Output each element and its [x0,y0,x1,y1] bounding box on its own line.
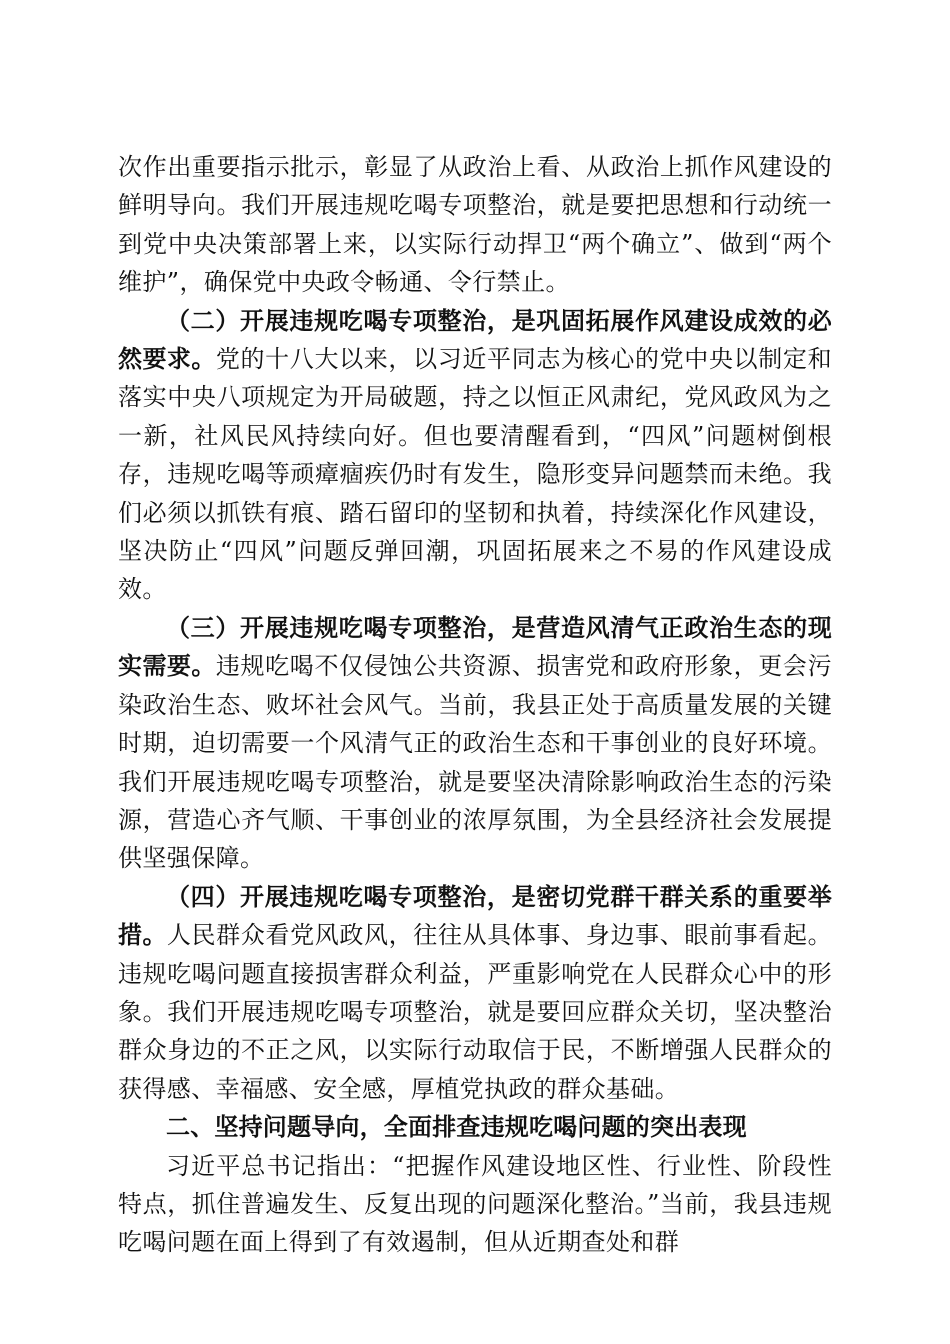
point-three-lead: （三）开展违规吃喝专项整治，是营造风清气正政治生态的现实需要。 [118,613,832,681]
point-two-body: 党的十八大以来，以习近平同志为核心的党中央以制定和落实中央八项规定为开局破题，持之以恒正风肃纪，党风政风为之一新，社风民风持续向好。但也要清醒看到，“四风”问题树倒根存，违规吃喝等顽瘴痼疾仍时有发生，隐形变异问题禁而未绝。我们必须以抓铁有痕、踏石留印的坚韧和执着，持续深化作风建设，坚决防止“四风”问题反弹回潮，巩固拓展来之不易的作风建设成效。 [118,345,832,604]
paragraph-point-four [118,878,832,1108]
point-three-body: 违规吃喝不仅侵蚀公共资源、损害党和政府形象，更会污染政治生态、败坏社会风气。当前，我县正处于高质量发展的关键时期，迫切需要一个风清气正的政治生态和干事创业的良好环境。我们开展违规吃喝专项整治，就是要坚决清除影响政治生态的污染源，营造心齐气顺、干事创业的浓厚氛围，为全县经济社会发展提供坚强保障。 [118,652,832,873]
paragraph-point-two [118,302,832,609]
section-heading-two: 二、坚持问题导向，全面排查违规吃喝问题的突出表现 [166,1113,747,1142]
document-page [118,148,832,1262]
point-four-body: 人民群众看党风政风，往往从具体事、身边事、眼前事看起。违规吃喝问题直接损害群众利益，严重影响党在人民群众心中的形象。我们开展违规吃喝专项整治，就是要回应群众关切，坚决整治群众身边的不正之风，以实际行动取信于民，不断增强人民群众的获得感、幸福感、安全感，厚植党执政的群众基础。 [118,921,832,1103]
paragraph-point-three [118,609,832,878]
paragraph-section-two-intro: 习近平总书记指出：“把握作风建设地区性、行业性、阶段性特点，抓住普遍发生、反复出现的问题深化整治。”当前，我县违规吃喝问题在面上得到了有效遏制，但从近期查处和群 [118,1151,832,1257]
point-four-lead: （四）开展违规吃喝专项整治，是密切党群干群关系的重要举措。 [118,882,832,950]
point-two-lead: （二）开展违规吃喝专项整治，是巩固拓展作风建设成效的必然要求。 [118,306,832,374]
paragraph-continuation: 次作出重要指示批示，彰显了从政治上看、从政治上抓作风建设的鲜明导向。我们开展违规吃喝专项整治，就是要把思想和行动统一到党中央决策部署上来，以实际行动捍卫“两个确立”、做到“两个维护”，确保党中央政令畅通、令行禁止。 [118,153,832,297]
